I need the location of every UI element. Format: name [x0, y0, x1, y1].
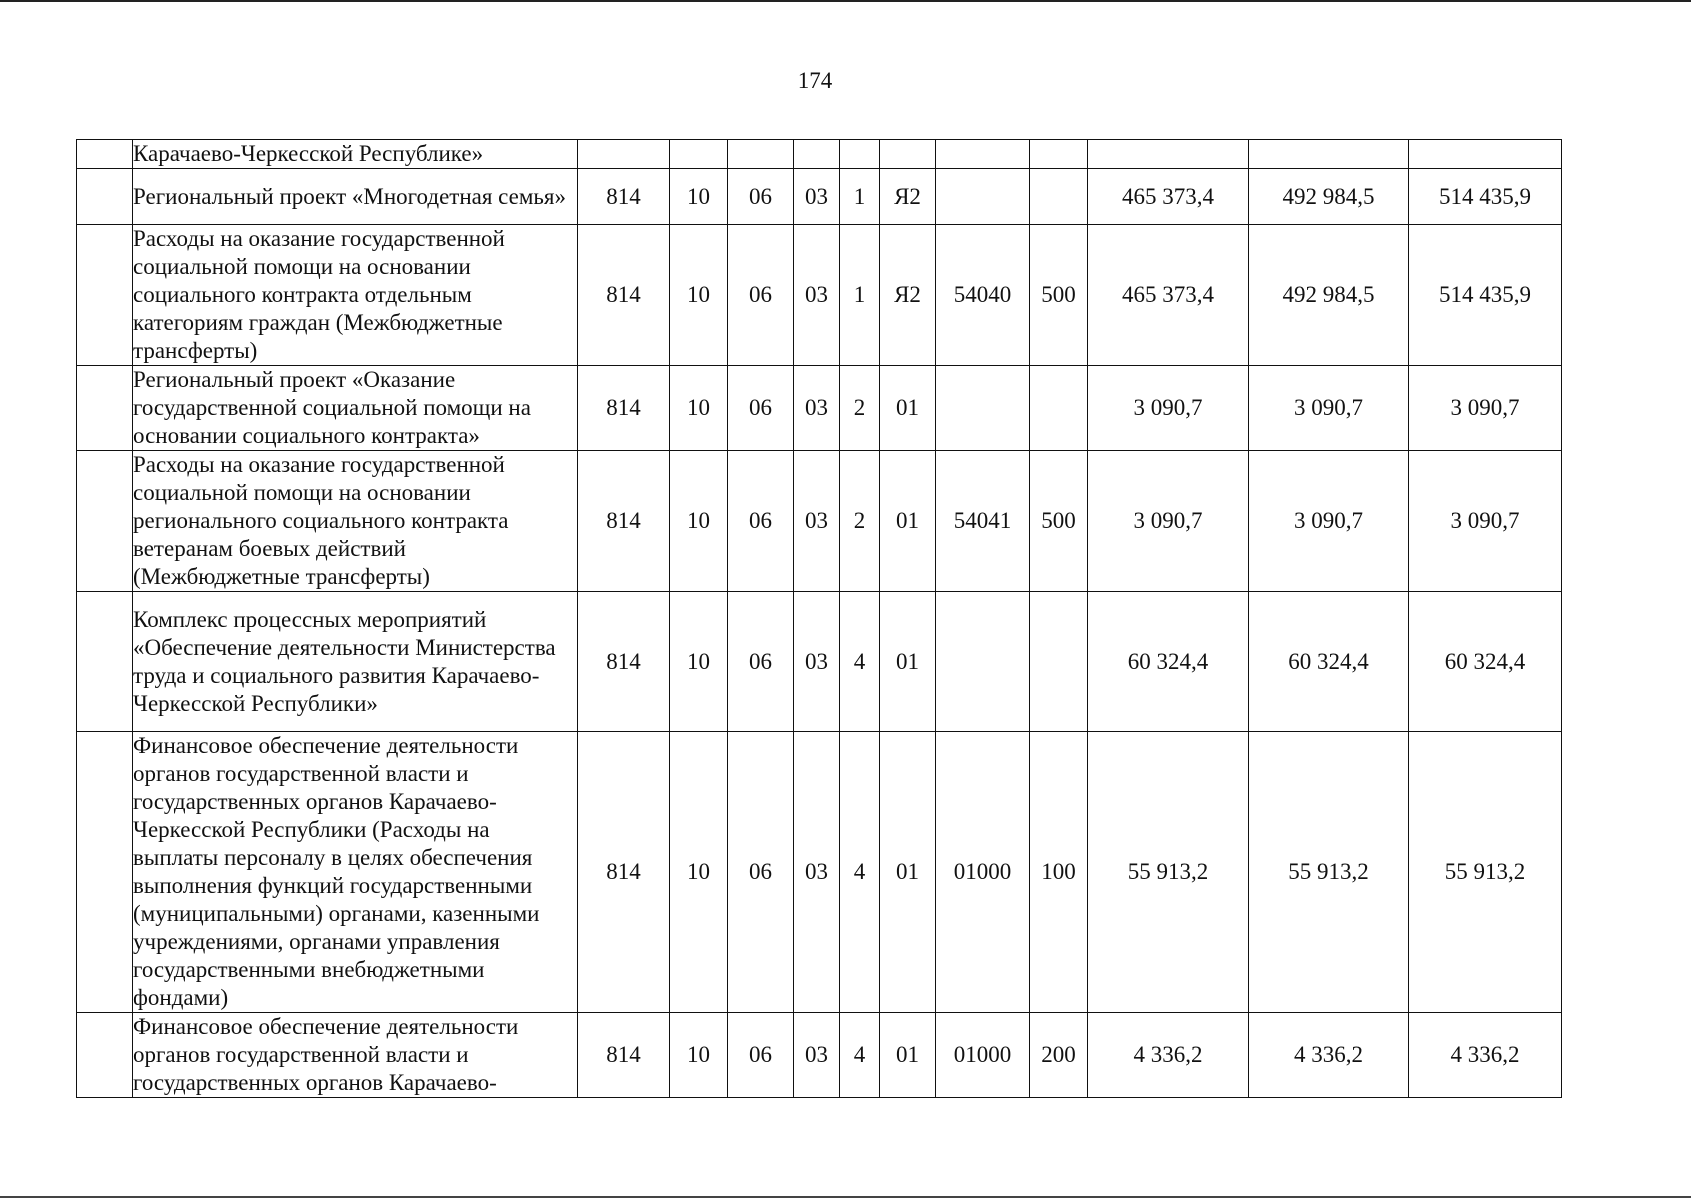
target-code-part-3: 01	[880, 366, 936, 451]
ministry-code: 814	[578, 225, 670, 366]
ministry-code: 814	[578, 169, 670, 225]
budget-table	[76, 139, 1562, 1098]
amount-year-2	[1249, 140, 1409, 169]
section-code: 10	[670, 366, 728, 451]
amount-year-1: 465 373,4	[1088, 225, 1249, 366]
amount-year-3: 3 090,7	[1409, 366, 1562, 451]
target-code-part-1: 03	[794, 225, 840, 366]
expense-type-code: 100	[1030, 732, 1088, 1013]
amount-year-3: 3 090,7	[1409, 451, 1562, 592]
amount-year-3	[1409, 140, 1562, 169]
scan-edge-bottom	[0, 1196, 1691, 1198]
target-code-part-1: 03	[794, 732, 840, 1013]
table-row	[77, 140, 1562, 169]
section-code: 10	[670, 169, 728, 225]
target-code-part-3: Я2	[880, 225, 936, 366]
table-row	[77, 732, 1562, 1013]
target-code-part-4	[936, 169, 1030, 225]
target-code-part-2: 2	[840, 451, 880, 592]
target-code-part-2: 4	[840, 732, 880, 1013]
target-code-part-2	[840, 140, 880, 169]
subsection-code: 06	[728, 451, 794, 592]
expense-type-code	[1030, 169, 1088, 225]
target-code-part-2: 2	[840, 366, 880, 451]
row-number-cell	[77, 140, 133, 169]
section-code	[670, 140, 728, 169]
expense-type-code: 500	[1030, 225, 1088, 366]
section-code: 10	[670, 225, 728, 366]
amount-year-1: 465 373,4	[1088, 169, 1249, 225]
table-row	[77, 366, 1562, 451]
item-name: Карачаево-Черкесской Республике»	[133, 140, 578, 169]
target-code-part-4: 01000	[936, 732, 1030, 1013]
target-code-part-4: 54040	[936, 225, 1030, 366]
target-code-part-2: 4	[840, 592, 880, 732]
amount-year-1: 4 336,2	[1088, 1013, 1249, 1098]
amount-year-2: 3 090,7	[1249, 451, 1409, 592]
subsection-code: 06	[728, 592, 794, 732]
target-code-part-2: 1	[840, 225, 880, 366]
target-code-part-3: 01	[880, 451, 936, 592]
table-row	[77, 1013, 1562, 1098]
target-code-part-3: Я2	[880, 169, 936, 225]
subsection-code: 06	[728, 366, 794, 451]
expense-type-code	[1030, 366, 1088, 451]
target-code-part-1: 03	[794, 451, 840, 592]
section-code: 10	[670, 451, 728, 592]
table-row	[77, 225, 1562, 366]
expense-type-code: 200	[1030, 1013, 1088, 1098]
target-code-part-4	[936, 592, 1030, 732]
ministry-code: 814	[578, 732, 670, 1013]
target-code-part-3: 01	[880, 732, 936, 1013]
amount-year-2: 492 984,5	[1249, 225, 1409, 366]
subsection-code: 06	[728, 225, 794, 366]
row-number-cell	[77, 732, 133, 1013]
amount-year-1	[1088, 140, 1249, 169]
amount-year-2: 3 090,7	[1249, 366, 1409, 451]
item-name: Расходы на оказание государственной социальной помощи на основании регионального социального контракта ветеранам боевых действий (Межбюджетные трансферты)	[133, 451, 578, 592]
section-code: 10	[670, 1013, 728, 1098]
amount-year-3: 514 435,9	[1409, 225, 1562, 366]
amount-year-2: 4 336,2	[1249, 1013, 1409, 1098]
ministry-code: 814	[578, 451, 670, 592]
expense-type-code	[1030, 592, 1088, 732]
table-row	[77, 592, 1562, 732]
expense-type-code	[1030, 140, 1088, 169]
table-row	[77, 451, 1562, 592]
row-number-cell	[77, 169, 133, 225]
ministry-code	[578, 140, 670, 169]
scan-edge-top	[0, 0, 1691, 2]
item-name: Финансовое обеспечение деятельности органов государственной власти и государственных органов Карачаево-	[133, 1013, 578, 1098]
item-name: Региональный проект «Многодетная семья»	[133, 169, 578, 225]
row-number-cell	[77, 451, 133, 592]
ministry-code: 814	[578, 592, 670, 732]
target-code-part-1: 03	[794, 366, 840, 451]
amount-year-2: 60 324,4	[1249, 592, 1409, 732]
target-code-part-3	[880, 140, 936, 169]
target-code-part-2: 4	[840, 1013, 880, 1098]
amount-year-1: 60 324,4	[1088, 592, 1249, 732]
target-code-part-1: 03	[794, 169, 840, 225]
amount-year-2: 492 984,5	[1249, 169, 1409, 225]
amount-year-3: 4 336,2	[1409, 1013, 1562, 1098]
item-name: Финансовое обеспечение деятельности органов государственной власти и государственных органов Карачаево-Черкесской Республики (Расходы на выплаты персоналу в целях обеспечения выполнения функций государственными (муниципальными) органами, казенными учреждениями, органами управления государственными внебюджетными фондами)	[133, 732, 578, 1013]
amount-year-3: 514 435,9	[1409, 169, 1562, 225]
target-code-part-4: 54041	[936, 451, 1030, 592]
row-number-cell	[77, 1013, 133, 1098]
amount-year-1: 55 913,2	[1088, 732, 1249, 1013]
section-code: 10	[670, 592, 728, 732]
subsection-code	[728, 140, 794, 169]
section-code: 10	[670, 732, 728, 1013]
row-number-cell	[77, 366, 133, 451]
target-code-part-1: 03	[794, 592, 840, 732]
ministry-code: 814	[578, 366, 670, 451]
amount-year-2: 55 913,2	[1249, 732, 1409, 1013]
item-name: Расходы на оказание государственной социальной помощи на основании социального контракта отдельным категориям граждан (Межбюджетные трансферты)	[133, 225, 578, 366]
ministry-code: 814	[578, 1013, 670, 1098]
amount-year-3: 60 324,4	[1409, 592, 1562, 732]
subsection-code: 06	[728, 169, 794, 225]
target-code-part-4	[936, 366, 1030, 451]
amount-year-3: 55 913,2	[1409, 732, 1562, 1013]
amount-year-1: 3 090,7	[1088, 451, 1249, 592]
expense-type-code: 500	[1030, 451, 1088, 592]
row-number-cell	[77, 225, 133, 366]
table-row	[77, 169, 1562, 225]
subsection-code: 06	[728, 732, 794, 1013]
subsection-code: 06	[728, 1013, 794, 1098]
target-code-part-4: 01000	[936, 1013, 1030, 1098]
table-body	[77, 140, 1562, 1098]
item-name: Комплекс процессных мероприятий «Обеспечение деятельности Министерства труда и социального развития Карачаево-Черкесской Республики»	[133, 592, 578, 732]
target-code-part-1	[794, 140, 840, 169]
item-name: Региональный проект «Оказание государственной социальной помощи на основании социального контракта»	[133, 366, 578, 451]
amount-year-1: 3 090,7	[1088, 366, 1249, 451]
row-number-cell	[77, 592, 133, 732]
target-code-part-1: 03	[794, 1013, 840, 1098]
target-code-part-3: 01	[880, 592, 936, 732]
page-number: 174	[797, 68, 833, 93]
target-code-part-4	[936, 140, 1030, 169]
target-code-part-2: 1	[840, 169, 880, 225]
target-code-part-3: 01	[880, 1013, 936, 1098]
